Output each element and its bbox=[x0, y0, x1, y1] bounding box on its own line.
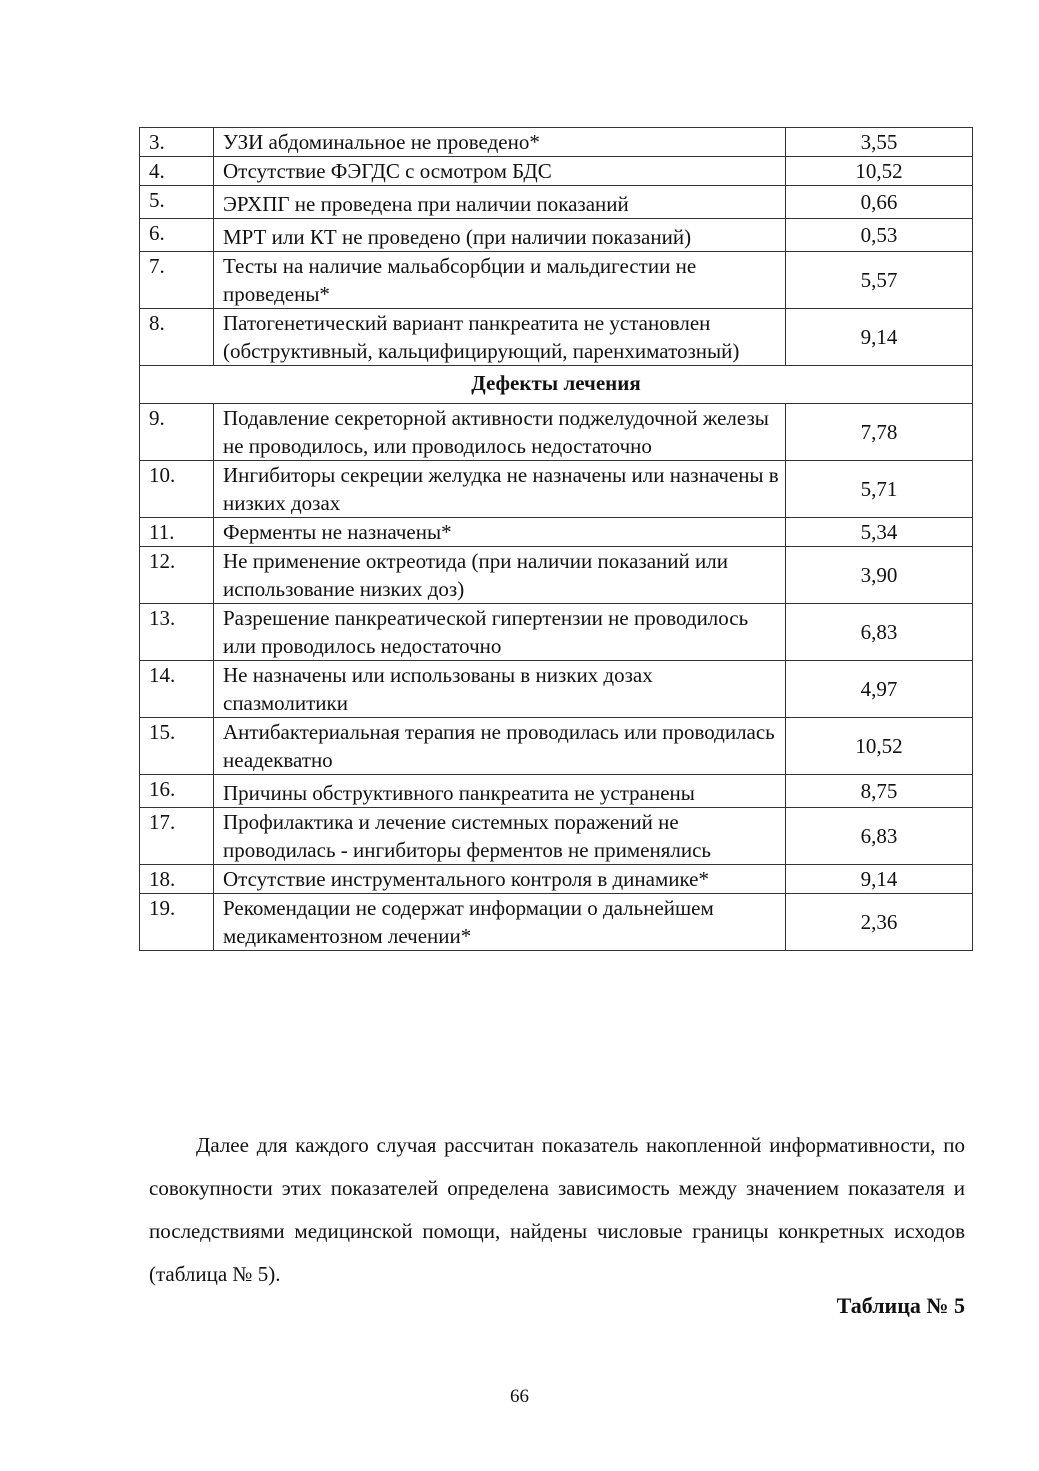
table-row bbox=[140, 252, 973, 309]
table-row bbox=[140, 865, 973, 894]
row-value: 10,52 bbox=[786, 157, 973, 186]
row-value: 3,90 bbox=[786, 547, 973, 604]
table-row bbox=[140, 404, 973, 461]
row-number: 15. bbox=[140, 718, 214, 775]
row-description: Подавление секреторной активности поджелудочной железы не проводилось, или проводилось недостаточно bbox=[214, 404, 786, 461]
row-value: 8,75 bbox=[786, 775, 973, 808]
row-value: 3,55 bbox=[786, 128, 973, 157]
row-description: Патогенетический вариант панкреатита не установлен (обструктивный, кальцифицирующий, паренхиматозный) bbox=[214, 309, 786, 366]
table-row bbox=[140, 157, 973, 186]
row-value: 5,57 bbox=[786, 252, 973, 309]
row-value: 6,83 bbox=[786, 808, 973, 865]
row-value: 7,78 bbox=[786, 404, 973, 461]
row-number: 14. bbox=[140, 661, 214, 718]
row-number: 6. bbox=[140, 219, 214, 252]
table-body-top bbox=[140, 128, 973, 366]
row-description: Не назначены или использованы в низких дозах спазмолитики bbox=[214, 661, 786, 718]
row-value: 6,83 bbox=[786, 604, 973, 661]
table-row bbox=[140, 718, 973, 775]
row-description: Ферменты не назначены* bbox=[214, 518, 786, 547]
table-row bbox=[140, 518, 973, 547]
row-description: МРТ или КТ не проведено (при наличии показаний) bbox=[214, 219, 786, 252]
table-row bbox=[140, 128, 973, 157]
row-value: 2,36 bbox=[786, 894, 973, 951]
row-value: 5,71 bbox=[786, 461, 973, 518]
table-body-section bbox=[140, 366, 973, 404]
row-description: Отсутствие ФЭГДС с осмотром БДС bbox=[214, 157, 786, 186]
row-number: 3. bbox=[140, 128, 214, 157]
table-row bbox=[140, 604, 973, 661]
row-number: 19. bbox=[140, 894, 214, 951]
row-number: 5. bbox=[140, 186, 214, 219]
table-row bbox=[140, 219, 973, 252]
row-number: 11. bbox=[140, 518, 214, 547]
row-description: УЗИ абдоминальное не проведено* bbox=[214, 128, 786, 157]
table-row bbox=[140, 547, 973, 604]
section-title: Дефекты лечения bbox=[140, 366, 973, 404]
row-description: Причины обструктивного панкреатита не устранены bbox=[214, 775, 786, 808]
table-row bbox=[140, 661, 973, 718]
table-row bbox=[140, 775, 973, 808]
row-value: 10,52 bbox=[786, 718, 973, 775]
row-number: 9. bbox=[140, 404, 214, 461]
row-number: 10. bbox=[140, 461, 214, 518]
table-body-bottom bbox=[140, 404, 973, 951]
row-number: 8. bbox=[140, 309, 214, 366]
row-value: 0,66 bbox=[786, 186, 973, 219]
row-value: 9,14 bbox=[786, 865, 973, 894]
row-description: Отсутствие инструментального контроля в динамике* bbox=[214, 865, 786, 894]
page-number: 66 bbox=[510, 1386, 529, 1407]
row-number: 17. bbox=[140, 808, 214, 865]
row-description: Не применение октреотида (при наличии показаний или использование низких доз) bbox=[214, 547, 786, 604]
table-row bbox=[140, 186, 973, 219]
body-paragraph: Далее для каждого случая рассчитан показатель накопленной информативности, по совокупности этих показателей определена зависимость между значением показателя и последствиями медицинской помощи, найдены числовые границы конкретных исходов (таблица № 5). bbox=[149, 1133, 965, 1286]
row-value: 9,14 bbox=[786, 309, 973, 366]
row-number: 7. bbox=[140, 252, 214, 309]
row-number: 18. bbox=[140, 865, 214, 894]
section-header-row bbox=[140, 366, 973, 404]
row-number: 4. bbox=[140, 157, 214, 186]
row-description: Рекомендации не содержат информации о дальнейшем медикаментозном лечении* bbox=[214, 894, 786, 951]
row-description: Профилактика и лечение системных поражений не проводилась - ингибиторы ферментов не применялись bbox=[214, 808, 786, 865]
row-value: 4,97 bbox=[786, 661, 973, 718]
row-description: Ингибиторы секреции желудка не назначены или назначены в низких дозах bbox=[214, 461, 786, 518]
row-number: 13. bbox=[140, 604, 214, 661]
defects-table bbox=[139, 127, 973, 951]
table-row bbox=[140, 894, 973, 951]
row-description: Разрешение панкреатической гипертензии не проводилось или проводилось недостаточно bbox=[214, 604, 786, 661]
row-description: Тесты на наличие мальабсорбции и мальдигестии не проведены* bbox=[214, 252, 786, 309]
table-row bbox=[140, 461, 973, 518]
row-number: 12. bbox=[140, 547, 214, 604]
row-number: 16. bbox=[140, 775, 214, 808]
row-value: 0,53 bbox=[786, 219, 973, 252]
table-row bbox=[140, 309, 973, 366]
row-description: Антибактериальная терапия не проводилась или проводилась неадекватно bbox=[214, 718, 786, 775]
table-caption: Таблица № 5 bbox=[836, 1293, 965, 1318]
row-description: ЭРХПГ не проведена при наличии показаний bbox=[214, 186, 786, 219]
row-value: 5,34 bbox=[786, 518, 973, 547]
table-row bbox=[140, 808, 973, 865]
